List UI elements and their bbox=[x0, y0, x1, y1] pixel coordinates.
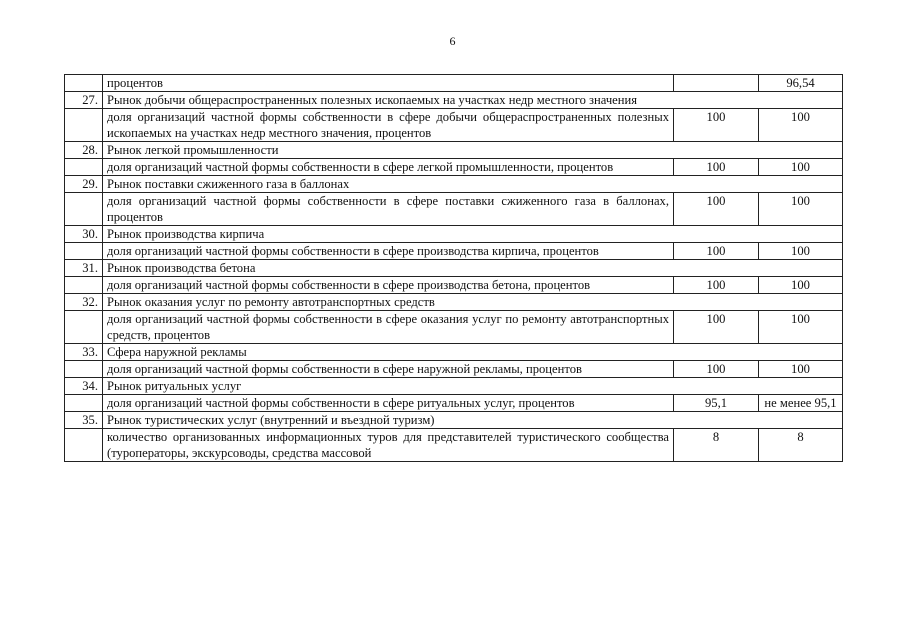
value-cell-1: 100 bbox=[674, 311, 759, 344]
value-cell-1: 95,1 bbox=[674, 395, 759, 412]
indicator-text: доля организаций частной формы собственности в сфере производства бетона, процентов bbox=[103, 277, 674, 294]
indicator-row bbox=[65, 277, 843, 294]
value-cell-1: 100 bbox=[674, 159, 759, 176]
row-number-cell bbox=[65, 277, 103, 294]
indicator-text: доля организаций частной формы собственности в сфере поставки сжиженного газа в баллонах, процентов bbox=[103, 193, 674, 226]
value-cell-1: 100 bbox=[674, 361, 759, 378]
section-header-row bbox=[65, 412, 843, 429]
value-cell-2: 100 bbox=[759, 243, 843, 260]
section-header-row bbox=[65, 176, 843, 193]
row-number-cell bbox=[65, 243, 103, 260]
value-cell-2: 100 bbox=[759, 361, 843, 378]
row-number-cell bbox=[65, 159, 103, 176]
section-title: Рынок производства кирпича bbox=[103, 226, 843, 243]
row-number-cell bbox=[65, 311, 103, 344]
value-cell-1: 100 bbox=[674, 277, 759, 294]
value-cell-2: 100 bbox=[759, 193, 843, 226]
row-number-cell bbox=[65, 361, 103, 378]
value-cell-2: не менее 95,1 bbox=[759, 395, 843, 412]
indicator-text: доля организаций частной формы собственности в сфере наружной рекламы, процентов bbox=[103, 361, 674, 378]
indicator-row bbox=[65, 311, 843, 344]
indicator-row bbox=[65, 429, 843, 462]
section-title: Рынок поставки сжиженного газа в баллонах bbox=[103, 176, 843, 193]
value-cell-1 bbox=[674, 75, 759, 92]
section-number: 34. bbox=[65, 378, 103, 395]
section-title: Рынок легкой промышленности bbox=[103, 142, 843, 159]
indicator-row bbox=[65, 395, 843, 412]
indicator-text: доля организаций частной формы собственности в сфере производства кирпича, процентов bbox=[103, 243, 674, 260]
row-number-cell bbox=[65, 395, 103, 412]
section-header-row bbox=[65, 260, 843, 277]
section-header-row bbox=[65, 226, 843, 243]
section-title: Сфера наружной рекламы bbox=[103, 344, 843, 361]
section-number: 30. bbox=[65, 226, 103, 243]
value-cell-2: 100 bbox=[759, 159, 843, 176]
value-cell-2: 8 bbox=[759, 429, 843, 462]
section-number: 33. bbox=[65, 344, 103, 361]
value-cell-2: 100 bbox=[759, 109, 843, 142]
section-number: 29. bbox=[65, 176, 103, 193]
section-title: Рынок добычи общераспространенных полезных ископаемых на участках недр местного значения bbox=[103, 92, 843, 109]
section-number: 27. bbox=[65, 92, 103, 109]
section-header-row bbox=[65, 344, 843, 361]
indicator-text: доля организаций частной формы собственности в сфере оказания услуг по ремонту автотранспортных средств, процентов bbox=[103, 311, 674, 344]
indicator-text: доля организаций частной формы собственности в сфере добычи общераспространенных полезных ископаемых на участках недр местного значения, процентов bbox=[103, 109, 674, 142]
section-number: 32. bbox=[65, 294, 103, 311]
value-cell-1: 8 bbox=[674, 429, 759, 462]
row-number-cell bbox=[65, 193, 103, 226]
indicator-row bbox=[65, 193, 843, 226]
value-cell-2: 96,54 bbox=[759, 75, 843, 92]
value-cell-1: 100 bbox=[674, 193, 759, 226]
section-header-row bbox=[65, 294, 843, 311]
value-cell-2: 100 bbox=[759, 277, 843, 294]
section-header-row bbox=[65, 378, 843, 395]
section-title: Рынок ритуальных услуг bbox=[103, 378, 843, 395]
row-number-cell bbox=[65, 109, 103, 142]
row-number-cell bbox=[65, 429, 103, 462]
section-header-row bbox=[65, 142, 843, 159]
indicator-row bbox=[65, 109, 843, 142]
section-title: Рынок оказания услуг по ремонту автотранспортных средств bbox=[103, 294, 843, 311]
indicator-text: доля организаций частной формы собственности в сфере легкой промышленности, процентов bbox=[103, 159, 674, 176]
indicator-row bbox=[65, 361, 843, 378]
indicator-text: доля организаций частной формы собственности в сфере ритуальных услуг, процентов bbox=[103, 395, 674, 412]
value-cell-2: 100 bbox=[759, 311, 843, 344]
section-title: Рынок производства бетона bbox=[103, 260, 843, 277]
row-number-cell bbox=[65, 75, 103, 92]
value-cell-1: 100 bbox=[674, 109, 759, 142]
page-number: 6 bbox=[449, 34, 456, 48]
indicator-cell: процентов bbox=[103, 75, 674, 92]
section-title: Рынок туристических услуг (внутренний и въездной туризм) bbox=[103, 412, 843, 429]
indicator-text: количество организованных информационных туров для представителей туристического сообщества (туроператоры, экскурсоводы, средства массовой bbox=[103, 429, 674, 462]
indicators-table-body bbox=[65, 75, 843, 462]
indicators-table bbox=[64, 74, 843, 462]
section-number: 31. bbox=[65, 260, 103, 277]
value-cell-1: 100 bbox=[674, 243, 759, 260]
section-number: 35. bbox=[65, 412, 103, 429]
indicator-row bbox=[65, 243, 843, 260]
continuation-row bbox=[65, 75, 843, 92]
section-header-row bbox=[65, 92, 843, 109]
indicator-row bbox=[65, 159, 843, 176]
section-number: 28. bbox=[65, 142, 103, 159]
